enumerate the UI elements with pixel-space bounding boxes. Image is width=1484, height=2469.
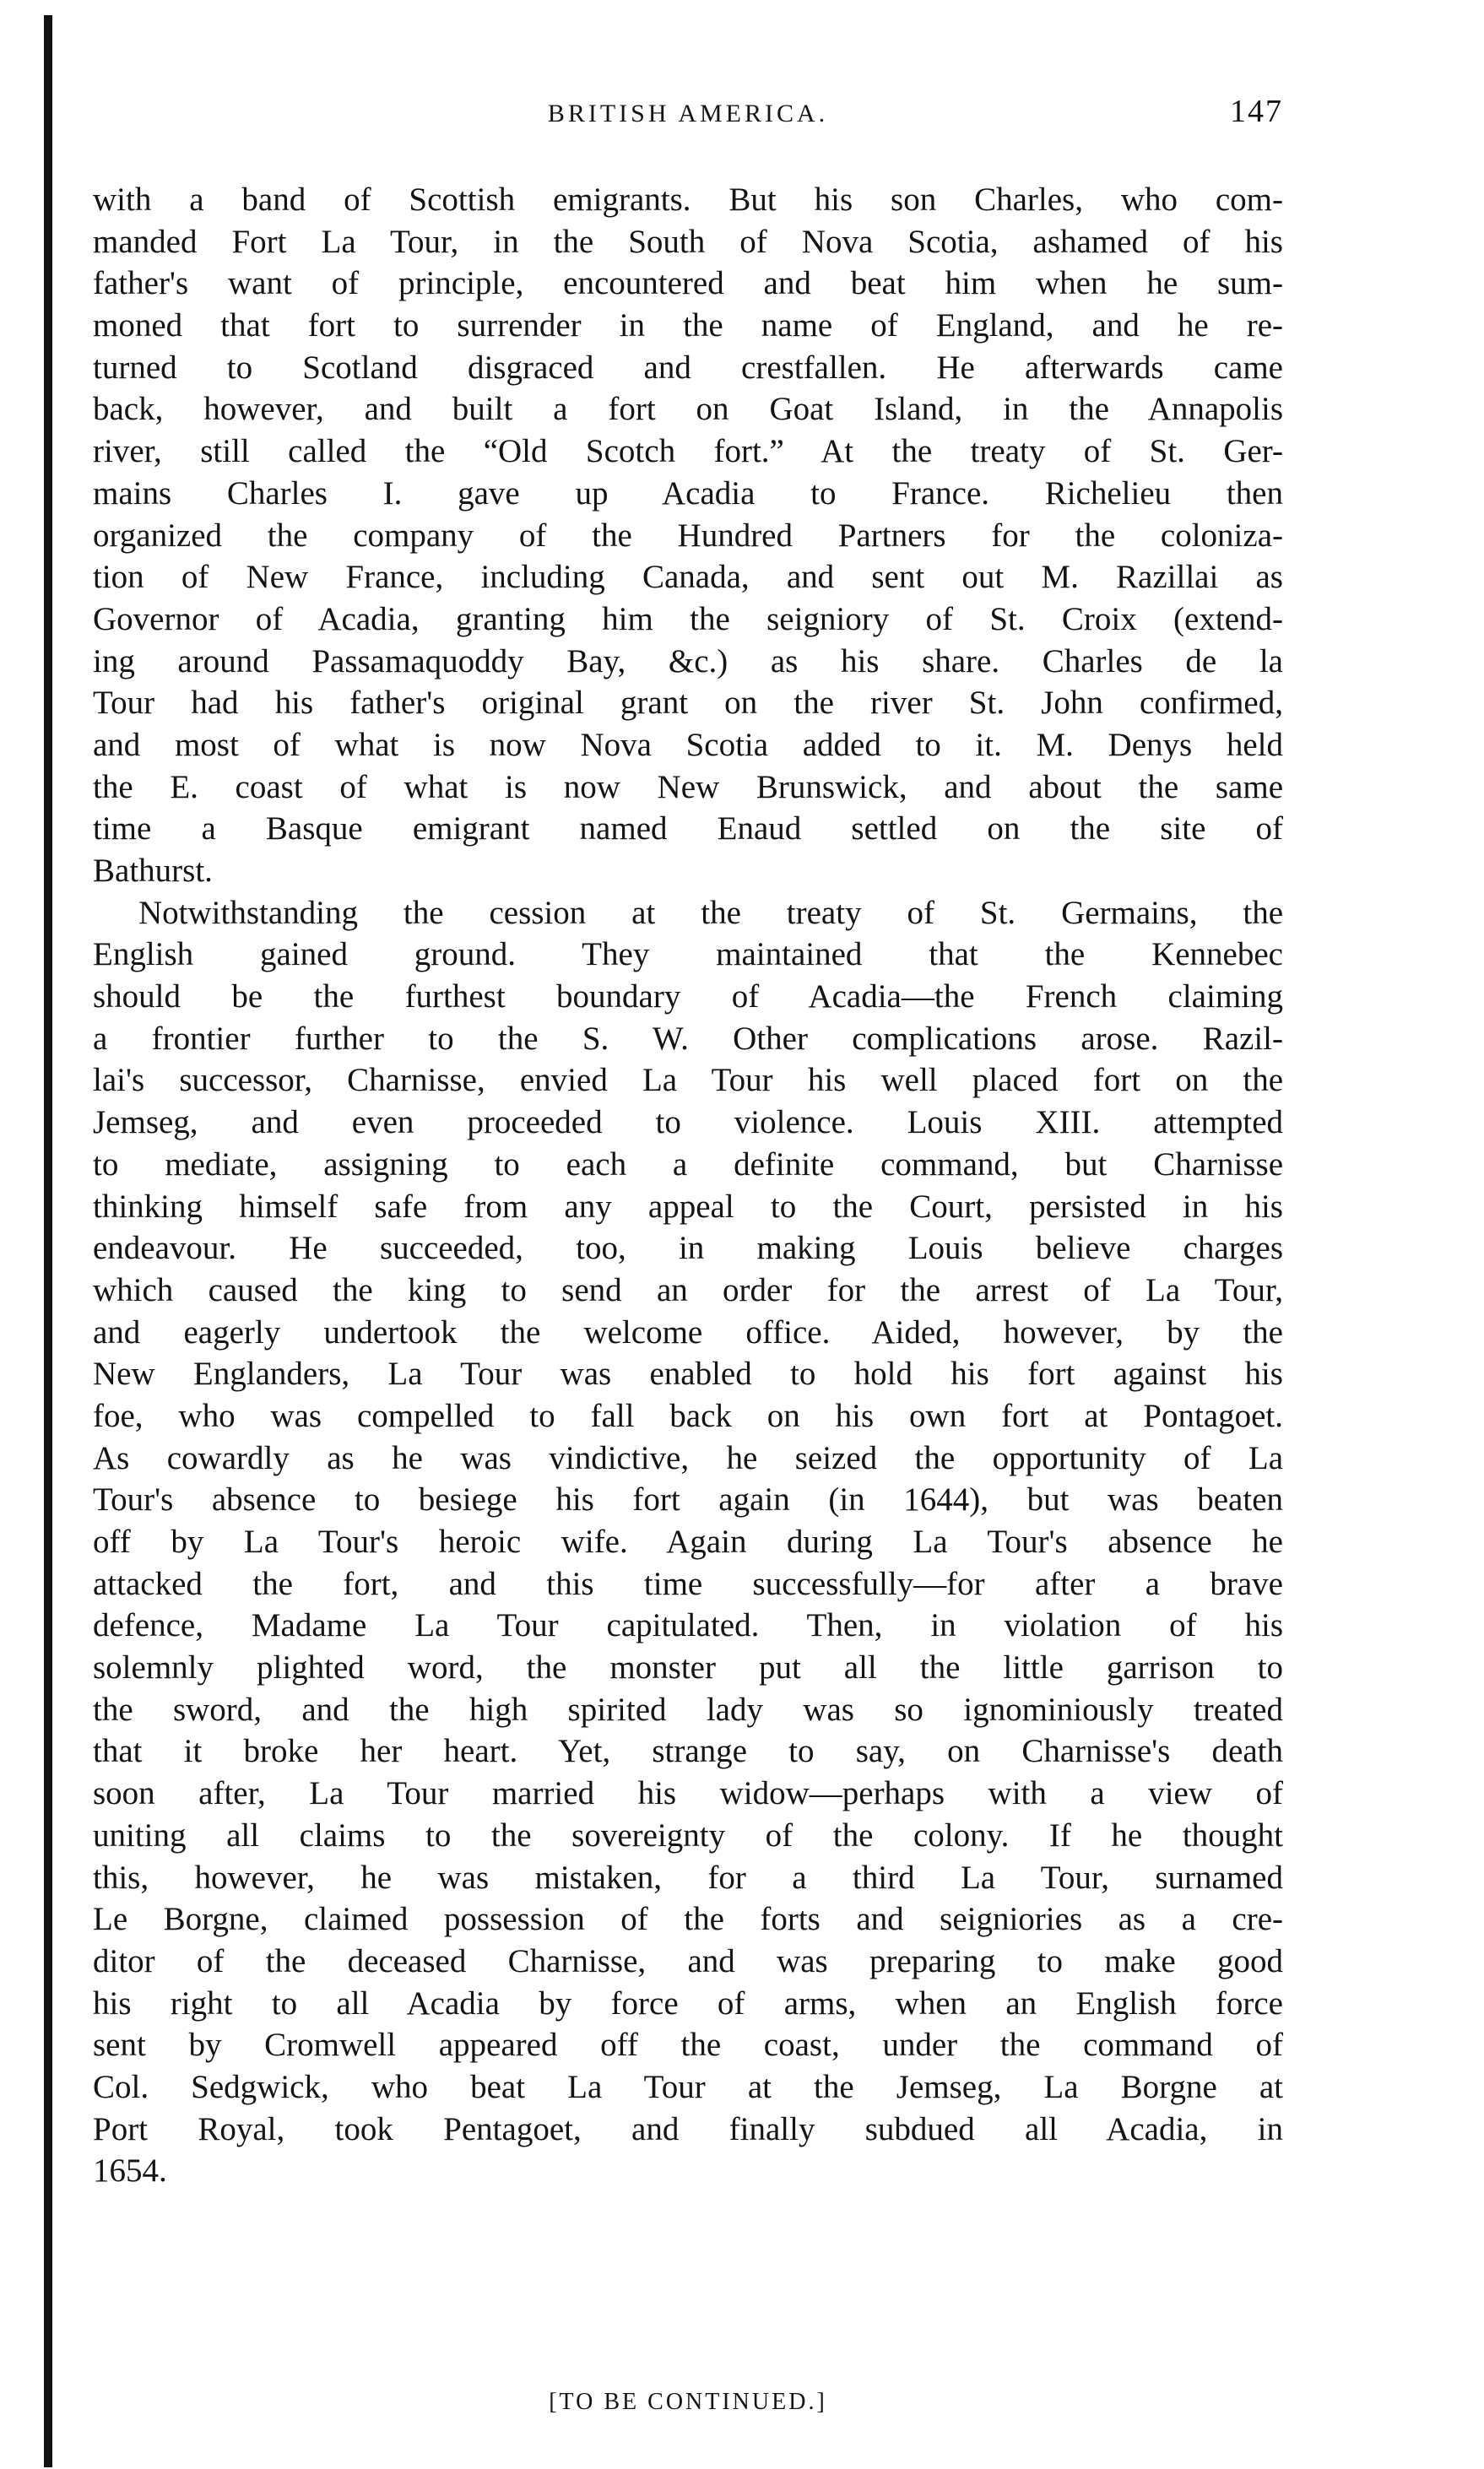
text-line: mains Charles I. gave up Acadia to France. Richelieu then (93, 474, 1283, 512)
text-line: that it broke her heart. Yet, strange to say, on Charnisse's death (93, 1733, 1283, 1770)
text-line: which caused the king to send an order for the arrest of La Tour, (93, 1271, 1283, 1308)
text-line: New Englanders, La Tour was enabled to hold his fort against his (93, 1356, 1283, 1393)
text-line: turned to Scotland disgraced and crestfallen. He afterwards came (93, 349, 1283, 386)
text-line: off by La Tour's heroic wife. Again during La Tour's absence he (93, 1524, 1283, 1560)
text-line: and most of what is now Nova Scotia added to it. M. Denys held (93, 726, 1283, 763)
text-line: attacked the fort, and this time successfully—for after a brave (93, 1565, 1283, 1602)
text-line: river, still called the “Old Scotch fort.” At the treaty of St. Ger- (93, 433, 1283, 470)
text-line: foe, who was compelled to fall back on his own fort at Pontagoet. (93, 1397, 1283, 1434)
text-line: manded Fort La Tour, in the South of Nova Scotia, ashamed of his (93, 223, 1283, 260)
text-line: As cowardly as he was vindictive, he seized the opportunity of La (93, 1439, 1283, 1476)
text-line: uniting all claims to the sovereignty of the colony. If he thought (93, 1817, 1283, 1854)
page-header (93, 93, 1283, 133)
binding-edge (44, 15, 52, 2467)
text-line: soon after, La Tour married his widow—perhaps with a view of (93, 1775, 1283, 1812)
text-line: Port Royal, took Pentagoet, and finally subdued all Acadia, in (93, 2110, 1283, 2147)
text-line: lai's successor, Charnisse, envied La Tour his well placed fort on the (93, 1062, 1283, 1099)
text-line: moned that fort to surrender in the name of England, and he re- (93, 307, 1283, 344)
text-line: endeavour. He succeeded, too, in making Louis believe charges (93, 1230, 1283, 1267)
text-line: back, however, and built a fort on Goat Island, in the Annapolis (93, 391, 1283, 428)
text-line: defence, Madame La Tour capitulated. Then, in violation of his (93, 1607, 1283, 1644)
text-line: Le Borgne, claimed possession of the forts and seigniories as a cre- (93, 1901, 1283, 1938)
text-line: and eagerly undertook the welcome office. Aided, however, by the (93, 1313, 1283, 1351)
text-line: ditor of the deceased Charnisse, and was preparing to make good (93, 1942, 1283, 1979)
text-line: should be the furthest boundary of Acadia—the French claiming (93, 978, 1283, 1015)
text-line: Tour had his father's original grant on the river St. John confirmed, (93, 685, 1283, 722)
continued-note: [TO BE CONTINUED.] (549, 2389, 827, 2415)
text-line: Notwithstanding the cession at the treaty of St. Germains, the (138, 894, 1283, 931)
text-line: sent by Cromwell appeared off the coast, under the command of (93, 2027, 1283, 2064)
text-line: this, however, he was mistaken, for a third La Tour, surnamed (93, 1859, 1283, 1896)
text-line: with a band of Scottish emigrants. But his son Charles, who com- (93, 181, 1283, 218)
text-line: English gained ground. They maintained that the Kennebec (93, 936, 1283, 973)
running-title: BRITISH AMERICA. (547, 100, 829, 127)
text-line: ing around Passamaquoddy Bay, &c.) as his share. Charles de la (93, 642, 1283, 680)
body-text (93, 179, 1283, 2192)
text-line: the E. coast of what is now New Brunswick, and about the same (93, 768, 1283, 805)
page-number: 147 (1230, 94, 1283, 129)
text-line: solemnly plighted word, the monster put all the little garrison to (93, 1649, 1283, 1687)
text-line: 1654. (93, 2152, 167, 2190)
text-line: the sword, and the high spirited lady was so ignominiously treated (93, 1691, 1283, 1728)
text-line: father's want of principle, encountered and beat him when he sum- (93, 265, 1283, 302)
text-line: tion of New France, including Canada, and sent out M. Razillai as (93, 559, 1283, 596)
text-line: Governor of Acadia, granting him the seigniory of St. Croix (extend- (93, 600, 1283, 637)
text-line: organized the company of the Hundred Partners for the coloniza- (93, 517, 1283, 554)
text-line: Tour's absence to besiege his fort again (in 1644), but was beaten (93, 1481, 1283, 1519)
text-line: to mediate, assigning to each a definite command, but Charnisse (93, 1145, 1283, 1183)
text-line: a frontier further to the S. W. Other complications arose. Razil- (93, 1020, 1283, 1057)
text-line: his right to all Acadia by force of arms, when an English force (93, 1984, 1283, 2022)
text-line: Jemseg, and even proceeded to violence. Louis XIII. attempted (93, 1104, 1283, 1141)
text-line: Bathurst. (93, 853, 213, 889)
text-line: Col. Sedgwick, who beat La Tour at the Jemseg, La Borgne at (93, 2068, 1283, 2105)
text-line: thinking himself safe from any appeal to the Court, persisted in his (93, 1188, 1283, 1225)
text-line: time a Basque emigrant named Enaud settled on the site of (93, 810, 1283, 847)
